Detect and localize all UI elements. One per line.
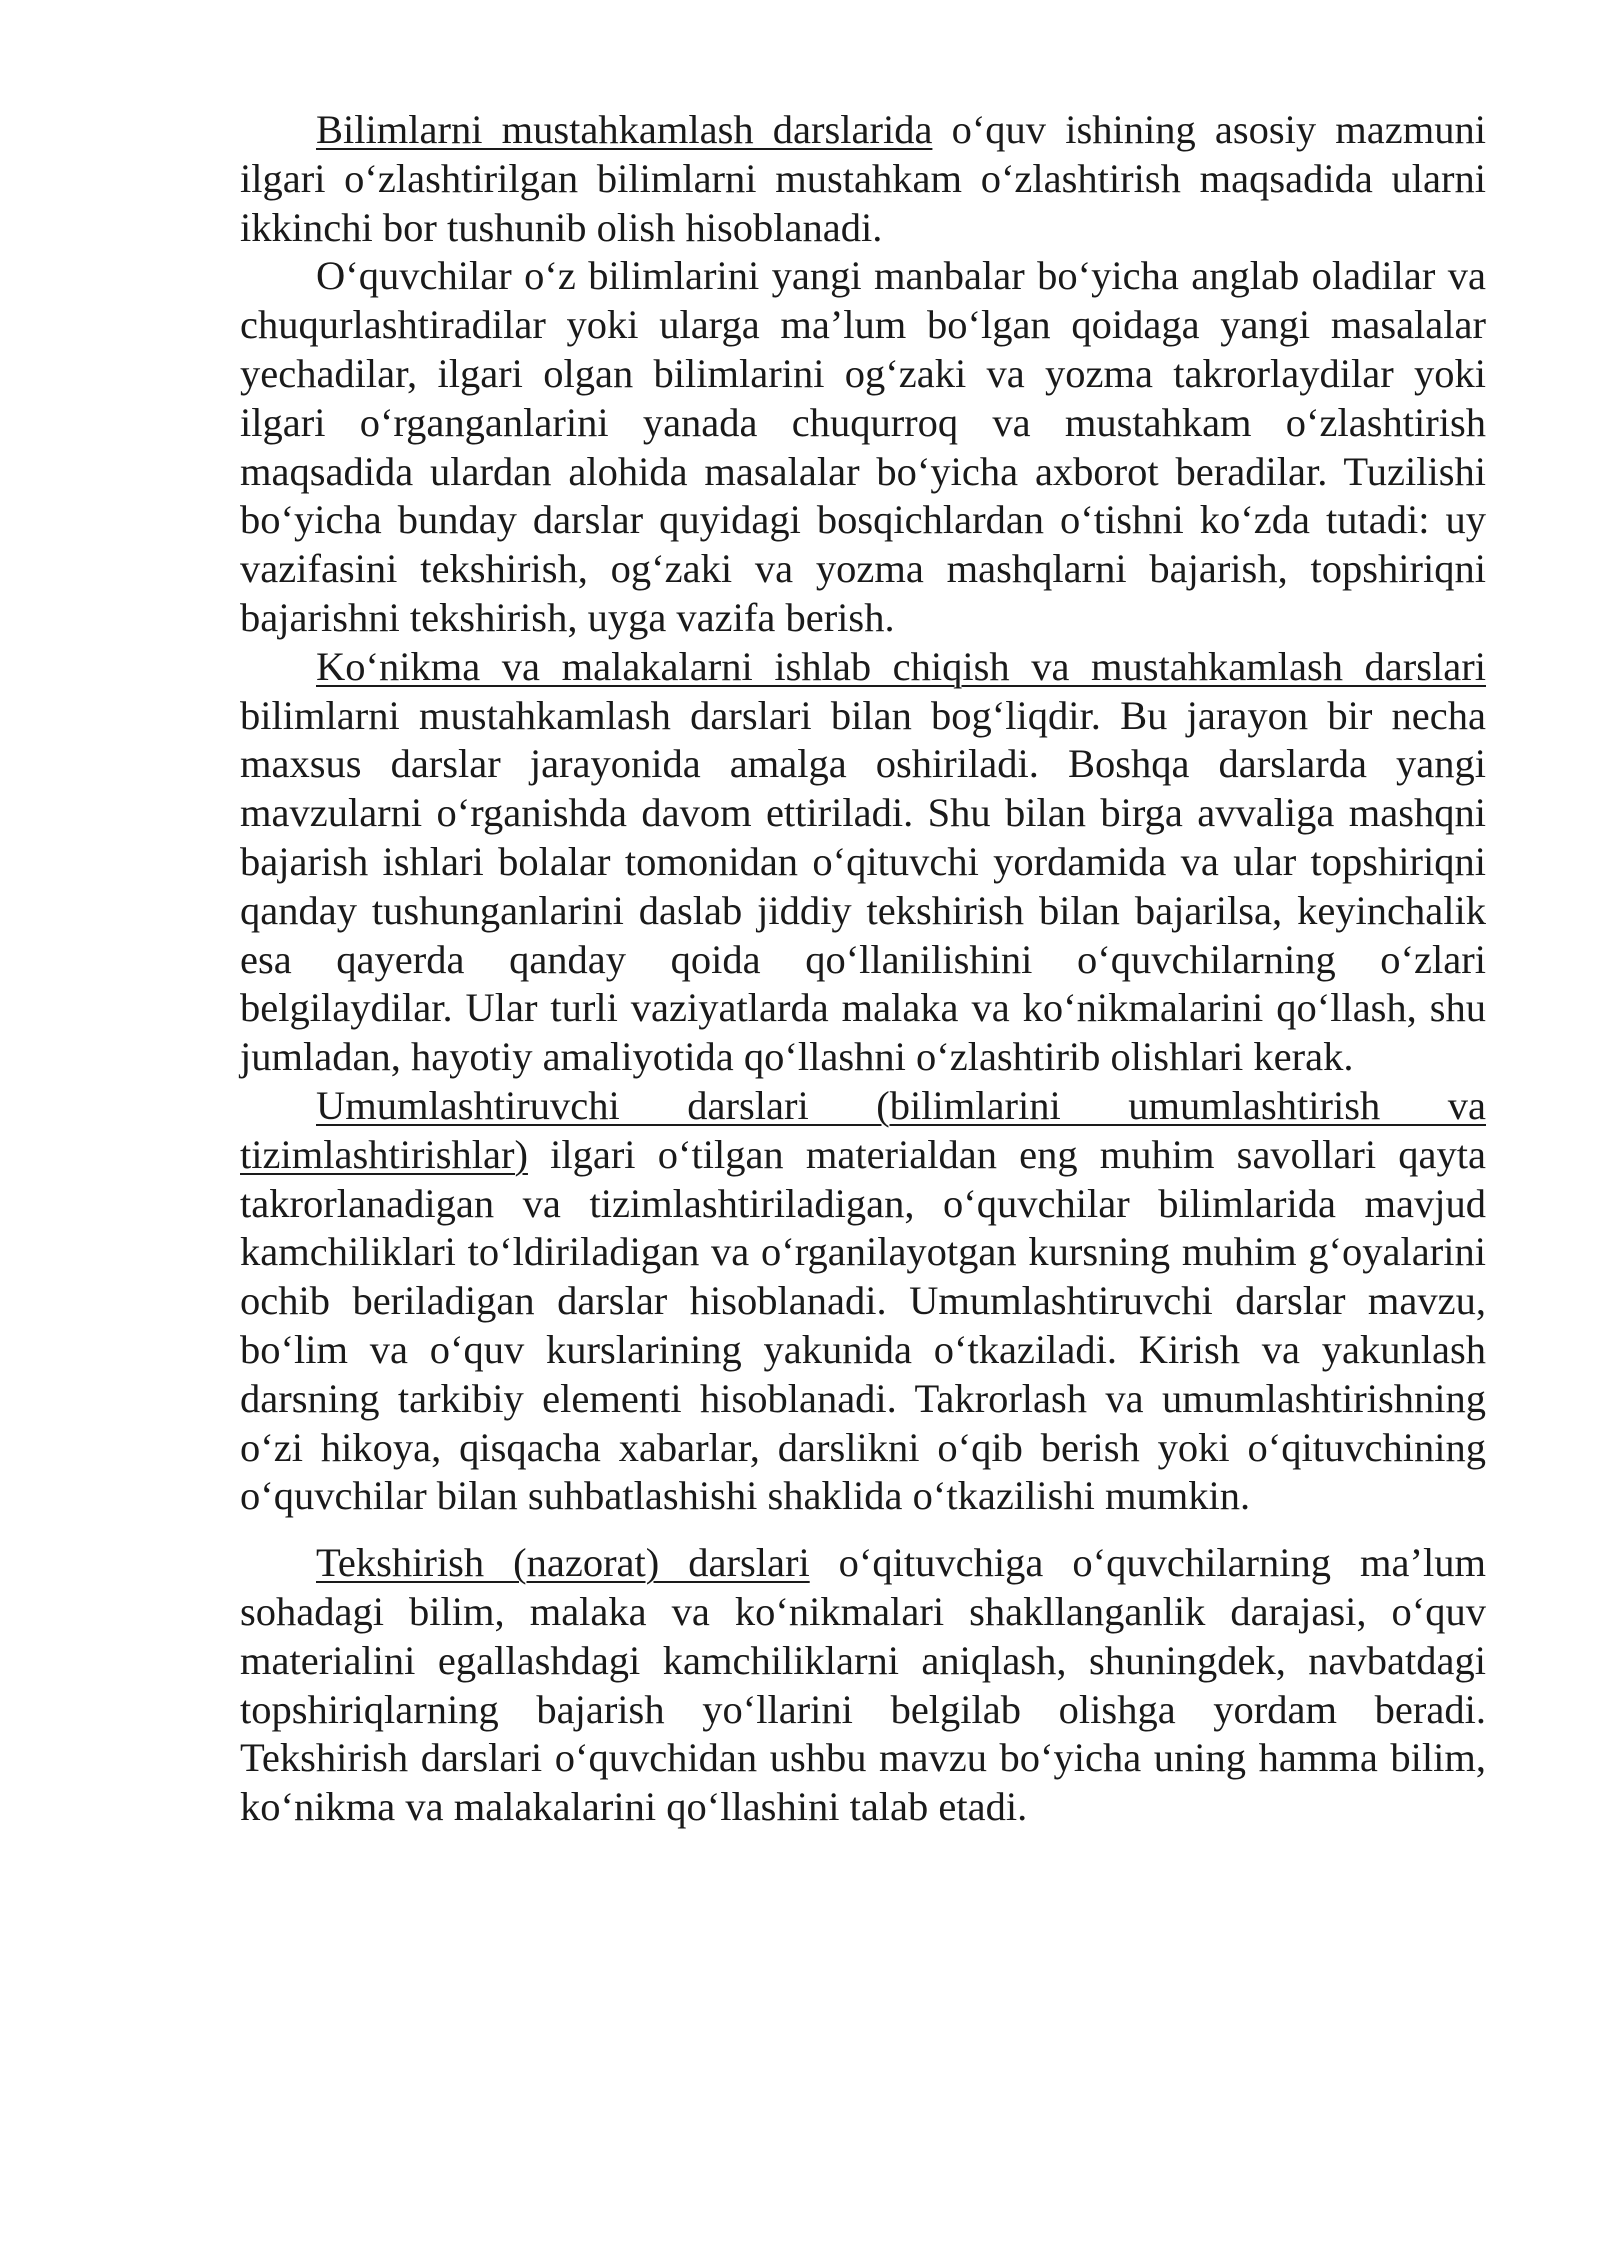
paragraph-lead-underlined: Ko‘nikma va malakalarni ishlab chiqish va mustahkamlash darslari (316, 643, 1486, 689)
paragraph-lead-underlined: Tekshirish (nazorat) darslari (316, 1540, 810, 1586)
paragraph-umumlashtiruvchi-darslar (240, 1082, 1486, 1521)
document-body (240, 106, 1486, 1832)
paragraph-mustahkamlash-darslari (240, 106, 1486, 252)
paragraph-text: o‘qituvchiga o‘quvchilarning ma’lum sohadagi bilim, malaka va ko‘nikmalari shakllanganlik darajasi, o‘quv materialini egallashdagi kamchiliklarni aniqlash, shuningdek, navbatdagi topshiriqlarning bajarish yo‘llarini belgilab olishga yordam beradi. Tekshirish darslari o‘quvchidan ushbu mavzu bo‘yicha uning hamma bilim, ko‘nikma va malakalarini qo‘llashini talab etadi. (240, 1540, 1486, 1830)
paragraph-tekshirish-darslari (240, 1539, 1486, 1832)
paragraph-quvchilar-bilimlari (240, 252, 1486, 642)
paragraph-text: bilimlarni mustahkamlash darslari bilan bog‘liqdir. Bu jarayon bir necha maxsus darslar jarayonida amalga oshiriladi. Boshqa darslarda yangi mavzularni o‘rganishda davom ettiriladi. Shu bilan birga avvaliga mashqni bajarish ishlari bolalar tomonidan o‘qituvchi yordamida va ular topshiriqni qanday tushunganlarini daslab jiddiy tekshirish bilan bajarilsa, keyinchalik esa qayerda qanday qoida qo‘llanilishini o‘quvchilarning o‘zlari belgilaydilar. Ular turli vaziyatlarda malaka va ko‘nikmalarini qo‘llash, shu jumladan, hayotiy amaliyotida qo‘llashni o‘zlashtirib olishlari kerak. (240, 692, 1486, 1080)
paragraph-text: O‘quvchilar o‘z bilimlarini yangi manbalar bo‘yicha anglab oladilar va chuqurlashtiradilar yoki ularga ma’lum bo‘lgan qoidaga yangi masalalar yechadilar, ilgari olgan bilimlarini og‘zaki va yozma takrorlaydilar yoki ilgari o‘rganganlarini yanada chuqurroq va mustahkam o‘zlashtirish maqsadida ulardan alohida masalalar bo‘yicha axborot beradilar. Tuzilishi bo‘yicha bunday darslar quyidagi bosqichlardan o‘tishni ko‘zda tutadi: uy vazifasini tekshirish, og‘zaki va yozma mashqlarni bajarish, topshiriqni bajarishni tekshirish, uyga vazifa berish. (240, 253, 1486, 640)
paragraph-text: ilgari o‘tilgan materialdan eng muhim savollari qayta takrorlanadigan va tizimlashtiriladigan, o‘quvchilar bilimlarida mavjud kamchiliklari to‘ldiriladigan va o‘rganilayotgan kursning muhim g‘oyalarini ochib beriladigan darslar hisoblanadi. Umumlashtiruvchi darslar mavzu, bo‘lim va o‘quv kurslarining yakunida o‘tkaziladi. Kirish va yakunlash darsning tarkibiy elementi hisoblanadi. Takrorlash va umumlashtirishning o‘zi hikoya, qisqacha xabarlar, darslikni o‘qib berish yoki o‘qituvchining o‘quvchilar bilan suhbatlashishi shaklida o‘tkazilishi mumkin. (240, 1131, 1486, 1519)
paragraph-lead-underlined: Umumlashtiruvchi darslari (bilimlarini umumlashtirish va tizimlashtirishlar) (240, 1082, 1486, 1177)
paragraph-konikma-malaka-darslari (240, 643, 1486, 1082)
paragraph-text: o‘quv ishining asosiy mazmuni ilgari o‘zlashtirilgan bilimlarni mustahkam o‘zlashtirish maqsadida ularni ikkinchi bor tushunib olish hisoblanadi. (240, 107, 1486, 250)
paragraph-lead-underlined: Bilimlarni mustahkamlash darslarida (316, 107, 933, 152)
